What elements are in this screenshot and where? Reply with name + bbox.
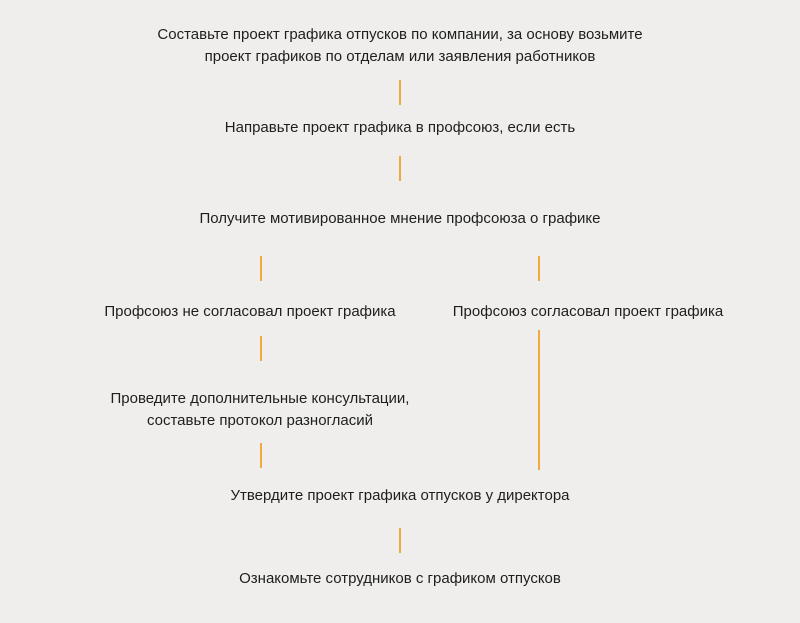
connector-final xyxy=(399,528,401,553)
connector-right-1 xyxy=(538,256,540,281)
connector-2 xyxy=(399,156,401,181)
step-compose-draft xyxy=(0,24,800,68)
step-union-disagreed: Профсоюз не согласовал проект графика xyxy=(104,303,396,320)
connector-left-1 xyxy=(260,256,262,281)
step-union-agreed: Профсоюз согласовал проект графика xyxy=(452,303,724,320)
connector-right-long xyxy=(538,330,540,470)
step-additional-consultations-line1: Проведите дополнительные консультации, xyxy=(110,390,410,407)
step-acquaint-employees: Ознакомьте сотрудников с графиком отпусков xyxy=(239,570,561,587)
step-additional-consultations xyxy=(40,388,480,432)
connector-1 xyxy=(399,80,401,105)
step-get-union-opinion: Получите мотивированное мнение профсоюза о графике xyxy=(199,210,601,227)
connector-left-3 xyxy=(260,443,262,468)
step-send-to-union: Направьте проект графика в профсоюз, если есть xyxy=(224,119,576,136)
step-compose-draft-line1: Составьте проект графика отпусков по компании, за основу возьмите xyxy=(157,26,643,43)
step-compose-draft-line2: проект графиков по отделам или заявления работников xyxy=(204,48,596,65)
connector-left-2 xyxy=(260,336,262,361)
step-approve-by-director: Утвердите проект графика отпусков у директора xyxy=(230,487,570,504)
step-additional-consultations-line2: составьте протокол разногласий xyxy=(146,412,374,429)
